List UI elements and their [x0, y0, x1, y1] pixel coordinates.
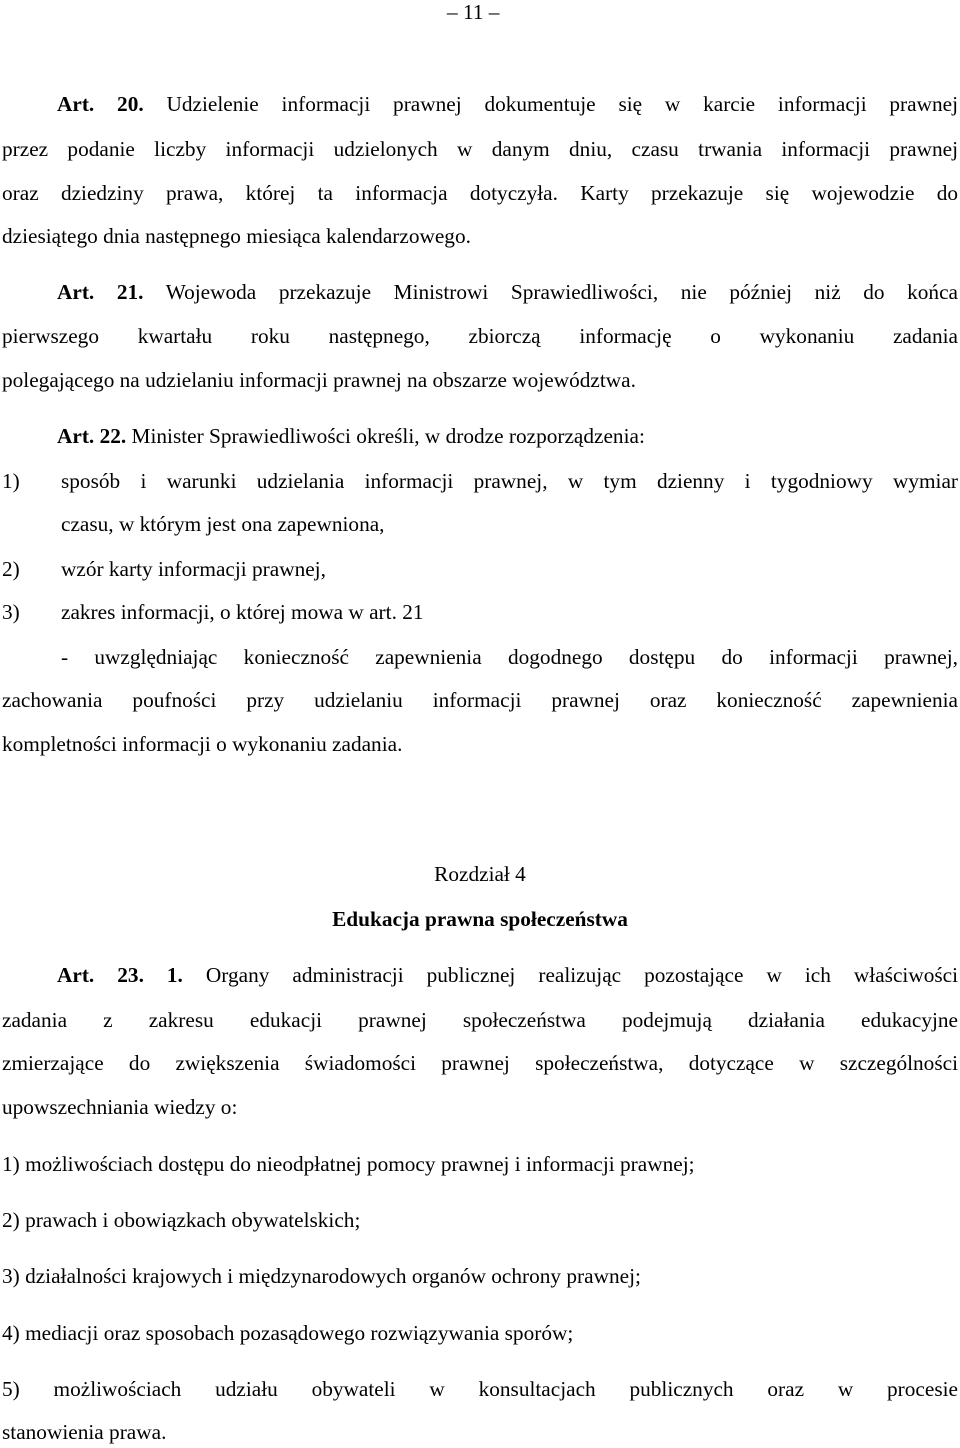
- art22-label: Art. 22.: [57, 424, 127, 448]
- art20-line1: Art. 20. Udzielenie informacji prawnej dokumentuje się w karcie informacji prawnej: [57, 92, 959, 116]
- art22-item3-line1: zakres informacji, o której mowa w art. 21: [61, 600, 424, 624]
- art23-item2: 2) prawach i obowiązkach obywatelskich;: [2, 1208, 361, 1232]
- art22-item3-num: 3): [2, 600, 20, 624]
- art23-item5-line1: 5) możliwościach udziału obywateli w konsultacjach publicznych oraz w procesie: [2, 1377, 958, 1401]
- chapter-title: Edukacja prawna społeczeństwa: [332, 907, 628, 931]
- art22-item1-num: 1): [2, 469, 20, 493]
- art23-line3: zmierzające do zwiększenia świadomości prawnej społeczeństwa, dotyczące w szczególności: [2, 1051, 958, 1075]
- art23-item5-line2: stanowienia prawa.: [2, 1420, 167, 1444]
- art23-item1: 1) możliwościach dostępu do nieodpłatnej pomocy prawnej i informacji prawnej;: [2, 1152, 695, 1176]
- art22-line1: Art. 22. Minister Sprawiedliwości określi, w drodze rozporządzenia:: [57, 424, 645, 448]
- art21-label: Art. 21.: [57, 280, 144, 304]
- art22-item1-line1: sposób i warunki udzielania informacji prawnej, w tym dzienny i tygodniowy wymiar: [61, 469, 958, 493]
- art22-closing1: - uwzględniając konieczność zapewnienia dogodnego dostępu do informacji prawnej,: [61, 645, 958, 669]
- art22-item2-line1: wzór karty informacji prawnej,: [61, 557, 326, 581]
- art23-line4: upowszechniania wiedzy o:: [2, 1095, 238, 1119]
- art20-label: Art. 20.: [57, 92, 144, 116]
- chapter-number: Rozdział 4: [434, 862, 526, 886]
- page-number: – 11 –: [447, 0, 500, 24]
- art22-item1-line2: czasu, w którym jest ona zapewniona,: [61, 512, 385, 536]
- art20-line4: dziesiątego dnia następnego miesiąca kalendarzowego.: [2, 224, 471, 248]
- art23-item4: 4) mediacji oraz sposobach pozasądowego rozwiązywania sporów;: [2, 1321, 574, 1345]
- art20-line3: oraz dziedziny prawa, której ta informacja dotyczyła. Karty przekazuje się wojewodzie do: [2, 181, 958, 205]
- art22-closing3: kompletności informacji o wykonaniu zadania.: [2, 732, 403, 756]
- art22-item2-num: 2): [2, 557, 20, 581]
- art23-line1: Art. 23. 1. Organy administracji publicznej realizując pozostające w ich właściwości: [57, 963, 959, 987]
- art22-closing2: zachowania poufności przy udzielaniu informacji prawnej oraz konieczność zapewnienia: [2, 688, 958, 712]
- art23-item3: 3) działalności krajowych i międzynarodowych organów ochrony prawnej;: [2, 1264, 641, 1288]
- art23-label: Art. 23. 1.: [57, 963, 183, 987]
- art21-line2: pierwszego kwartału roku następnego, zbiorczą informację o wykonaniu zadania: [2, 324, 958, 348]
- art21-line3: polegającego na udzielaniu informacji prawnej na obszarze województwa.: [2, 368, 636, 392]
- art23-line2: zadania z zakresu edukacji prawnej społeczeństwa podejmują działania edukacyjne: [2, 1008, 958, 1032]
- art21-line1: Art. 21. Wojewoda przekazuje Ministrowi Sprawiedliwości, nie później niż do końca: [57, 280, 958, 304]
- art20-line2: przez podanie liczby informacji udzielonych w danym dniu, czasu trwania informacji prawnej: [2, 137, 958, 161]
